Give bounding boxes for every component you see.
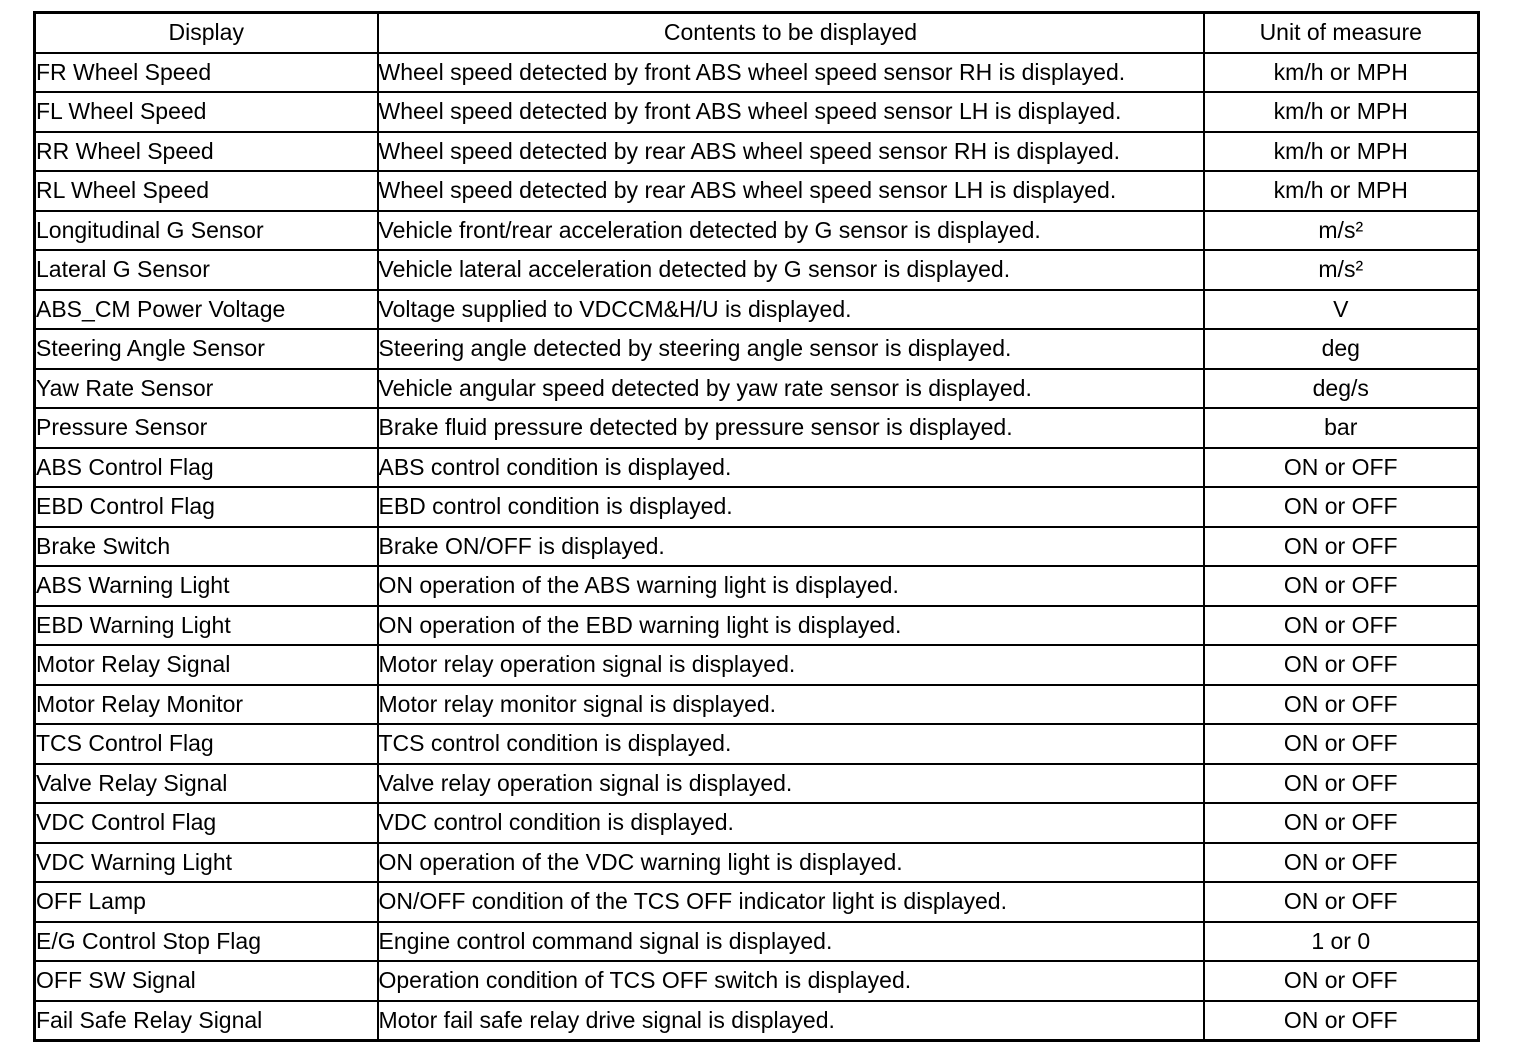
contents-cell: Brake fluid pressure detected by pressure sensor is displayed. xyxy=(378,408,1204,448)
display-cell: RL Wheel Speed xyxy=(35,171,378,211)
unit-cell: ON or OFF xyxy=(1204,1001,1479,1041)
display-cell: Fail Safe Relay Signal xyxy=(35,1001,378,1041)
table-row xyxy=(35,53,1479,93)
unit-cell: ON or OFF xyxy=(1204,724,1479,764)
contents-cell: Vehicle angular speed detected by yaw rate sensor is displayed. xyxy=(378,369,1204,409)
unit-cell: ON or OFF xyxy=(1204,843,1479,883)
display-cell: VDC Warning Light xyxy=(35,843,378,883)
display-cell: E/G Control Stop Flag xyxy=(35,922,378,962)
table-row xyxy=(35,882,1479,922)
data-monitor-table xyxy=(33,11,1480,1042)
table-row xyxy=(35,250,1479,290)
table-row xyxy=(35,803,1479,843)
display-cell: Motor Relay Signal xyxy=(35,645,378,685)
contents-cell: Wheel speed detected by front ABS wheel speed sensor LH is displayed. xyxy=(378,92,1204,132)
contents-cell: ON/OFF condition of the TCS OFF indicator light is displayed. xyxy=(378,882,1204,922)
display-cell: RR Wheel Speed xyxy=(35,132,378,172)
unit-cell: V xyxy=(1204,290,1479,330)
table-header-row xyxy=(35,13,1479,53)
contents-cell: VDC control condition is displayed. xyxy=(378,803,1204,843)
table-row xyxy=(35,369,1479,409)
display-cell: ABS Control Flag xyxy=(35,448,378,488)
unit-cell: ON or OFF xyxy=(1204,764,1479,804)
contents-cell: ON operation of the EBD warning light is displayed. xyxy=(378,606,1204,646)
display-cell: ABS_CM Power Voltage xyxy=(35,290,378,330)
contents-cell: Motor relay operation signal is displayed. xyxy=(378,645,1204,685)
unit-cell: ON or OFF xyxy=(1204,527,1479,567)
unit-cell: deg xyxy=(1204,329,1479,369)
contents-cell: ON operation of the ABS warning light is displayed. xyxy=(378,566,1204,606)
display-cell: FR Wheel Speed xyxy=(35,53,378,93)
table-row xyxy=(35,961,1479,1001)
contents-cell: Valve relay operation signal is displayed. xyxy=(378,764,1204,804)
contents-cell: Vehicle lateral acceleration detected by G sensor is displayed. xyxy=(378,250,1204,290)
unit-cell: ON or OFF xyxy=(1204,803,1479,843)
display-cell: EBD Warning Light xyxy=(35,606,378,646)
display-cell: VDC Control Flag xyxy=(35,803,378,843)
display-cell: TCS Control Flag xyxy=(35,724,378,764)
unit-cell: ON or OFF xyxy=(1204,487,1479,527)
contents-cell: ABS control condition is displayed. xyxy=(378,448,1204,488)
column-header-display: Display xyxy=(35,13,378,53)
table-row xyxy=(35,448,1479,488)
contents-cell: Motor fail safe relay drive signal is displayed. xyxy=(378,1001,1204,1041)
display-cell: Motor Relay Monitor xyxy=(35,685,378,725)
display-cell: FL Wheel Speed xyxy=(35,92,378,132)
table-row xyxy=(35,685,1479,725)
table-row xyxy=(35,329,1479,369)
column-header-contents: Contents to be displayed xyxy=(378,13,1204,53)
display-cell: Pressure Sensor xyxy=(35,408,378,448)
unit-cell: ON or OFF xyxy=(1204,606,1479,646)
display-cell: Brake Switch xyxy=(35,527,378,567)
table-row xyxy=(35,1001,1479,1041)
contents-cell: Vehicle front/rear acceleration detected by G sensor is displayed. xyxy=(378,211,1204,251)
table-row xyxy=(35,764,1479,804)
unit-cell: ON or OFF xyxy=(1204,566,1479,606)
unit-cell: ON or OFF xyxy=(1204,645,1479,685)
display-cell: EBD Control Flag xyxy=(35,487,378,527)
unit-cell: bar xyxy=(1204,408,1479,448)
table-row xyxy=(35,487,1479,527)
display-cell: Yaw Rate Sensor xyxy=(35,369,378,409)
display-cell: ABS Warning Light xyxy=(35,566,378,606)
contents-cell: Wheel speed detected by rear ABS wheel speed sensor RH is displayed. xyxy=(378,132,1204,172)
table-row xyxy=(35,606,1479,646)
table-row xyxy=(35,922,1479,962)
unit-cell: km/h or MPH xyxy=(1204,171,1479,211)
contents-cell: Steering angle detected by steering angle sensor is displayed. xyxy=(378,329,1204,369)
table-row xyxy=(35,724,1479,764)
display-cell: OFF SW Signal xyxy=(35,961,378,1001)
unit-cell: km/h or MPH xyxy=(1204,132,1479,172)
column-header-unit: Unit of measure xyxy=(1204,13,1479,53)
contents-cell: Engine control command signal is displayed. xyxy=(378,922,1204,962)
contents-cell: Operation condition of TCS OFF switch is displayed. xyxy=(378,961,1204,1001)
table-row xyxy=(35,211,1479,251)
unit-cell: ON or OFF xyxy=(1204,961,1479,1001)
contents-cell: Motor relay monitor signal is displayed. xyxy=(378,685,1204,725)
contents-cell: ON operation of the VDC warning light is displayed. xyxy=(378,843,1204,883)
contents-cell: TCS control condition is displayed. xyxy=(378,724,1204,764)
table-row xyxy=(35,843,1479,883)
display-cell: Longitudinal G Sensor xyxy=(35,211,378,251)
unit-cell: ON or OFF xyxy=(1204,882,1479,922)
table-row xyxy=(35,92,1479,132)
unit-cell: deg/s xyxy=(1204,369,1479,409)
table-row xyxy=(35,527,1479,567)
contents-cell: Voltage supplied to VDCCM&H/U is displayed. xyxy=(378,290,1204,330)
contents-cell: Brake ON/OFF is displayed. xyxy=(378,527,1204,567)
contents-cell: Wheel speed detected by rear ABS wheel speed sensor LH is displayed. xyxy=(378,171,1204,211)
unit-cell: m/s² xyxy=(1204,250,1479,290)
unit-cell: ON or OFF xyxy=(1204,448,1479,488)
unit-cell: km/h or MPH xyxy=(1204,92,1479,132)
table-row xyxy=(35,645,1479,685)
unit-cell: 1 or 0 xyxy=(1204,922,1479,962)
table-row xyxy=(35,408,1479,448)
display-cell: Steering Angle Sensor xyxy=(35,329,378,369)
table-row xyxy=(35,290,1479,330)
table-row xyxy=(35,171,1479,211)
display-cell: OFF Lamp xyxy=(35,882,378,922)
unit-cell: m/s² xyxy=(1204,211,1479,251)
display-cell: Lateral G Sensor xyxy=(35,250,378,290)
display-cell: Valve Relay Signal xyxy=(35,764,378,804)
table-row xyxy=(35,132,1479,172)
contents-cell: Wheel speed detected by front ABS wheel speed sensor RH is displayed. xyxy=(378,53,1204,93)
contents-cell: EBD control condition is displayed. xyxy=(378,487,1204,527)
unit-cell: km/h or MPH xyxy=(1204,53,1479,93)
table-row xyxy=(35,566,1479,606)
unit-cell: ON or OFF xyxy=(1204,685,1479,725)
